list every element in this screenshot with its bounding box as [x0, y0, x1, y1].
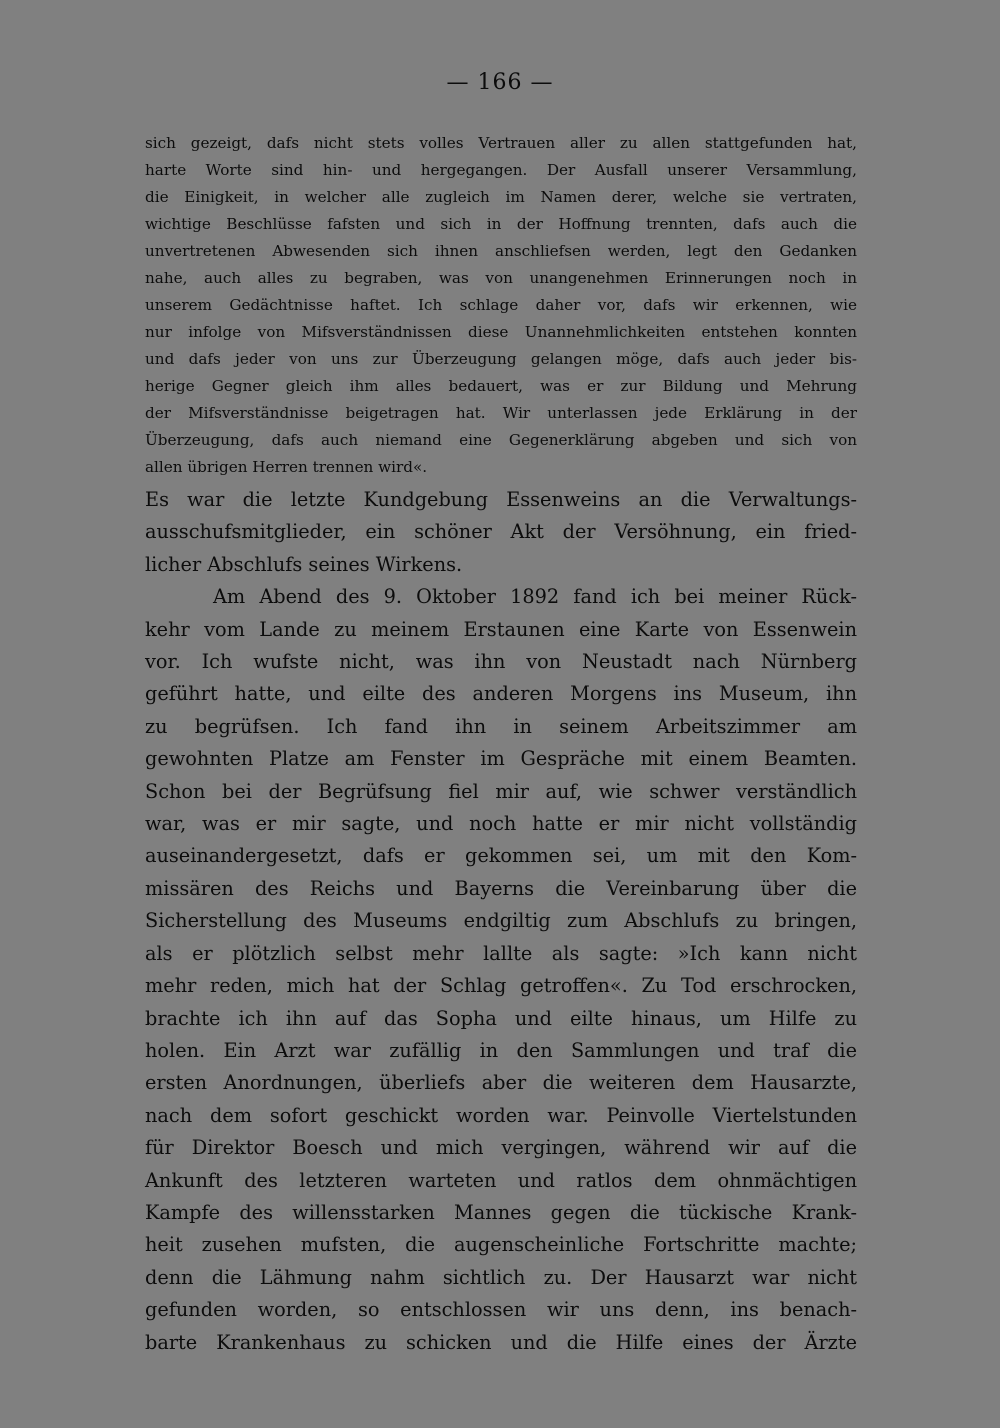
body-line: geführt hatte, und eilte des anderen Morgens ins Museum, ihn	[145, 682, 857, 706]
body-line: war, was er mir sagte, und noch hatte er mir nicht vollständig	[145, 812, 857, 836]
body-line: kehr vom Lande zu meinem Erstaunen eine Karte von Essenwein	[145, 617, 857, 641]
body-line: Es war die letzte Kundgebung Essenweins an die Verwaltungs-	[145, 488, 857, 511]
quote-line: Überzeugung, dafs auch niemand eine Gegenerklärung abgeben und sich von	[145, 431, 857, 449]
quote-line: unvertretenen Abwesenden sich ihnen anschliefsen werden, legt den Gedanken	[145, 242, 857, 260]
body-line: Schon bei der Begrüfsung fiel mir auf, wie schwer verständlich	[145, 779, 857, 803]
body-line: für Direktor Boesch und mich vergingen, während wir auf die	[145, 1136, 857, 1160]
body-line: licher Abschlufs seines Wirkens.	[145, 552, 463, 576]
body-line: heit zusehen mufsten, die augenscheinliche Fortschritte machte;	[145, 1233, 857, 1257]
body-line: denn die Lähmung nahm sichtlich zu. Der Hausarzt war nicht	[145, 1265, 857, 1289]
quote-line: nur infolge von Mifsverständnissen diese Unannehmlichkeiten entstehen konnten	[145, 323, 857, 341]
body-line: als er plötzlich selbst mehr lallte als sagte: »Ich kann nicht	[145, 941, 857, 965]
body-line: auseinandergesetzt, dafs er gekommen sei, um mit den Kom-	[145, 844, 857, 868]
body-line: nach dem sofort geschickt worden war. Peinvolle Viertelstunden	[145, 1103, 857, 1127]
body-line: Ankunft des letzteren warteten und ratlos dem ohnmächtigen	[145, 1168, 857, 1192]
body-line: zu begrüfsen. Ich fand ihn in seinem Arbeitszimmer am	[145, 714, 857, 738]
body-line: ersten Anordnungen, überliefs aber die weiteren dem Hausarzte,	[145, 1071, 857, 1095]
body-line: barte Krankenhaus zu schicken und die Hilfe eines der Ärzte	[145, 1330, 857, 1354]
body-line: Am Abend des 9. Oktober 1892 fand ich bei meiner Rück-	[213, 585, 857, 609]
quote-line: der Mifsverständnisse beigetragen hat. Wir unterlassen jede Erklärung in der	[145, 404, 857, 422]
quote-line: allen übrigen Herren trennen wird«.	[145, 458, 428, 476]
body-line: holen. Ein Arzt war zufällig in den Sammlungen und traf die	[145, 1038, 857, 1062]
body-text	[145, 484, 857, 1359]
quote-line: nahe, auch alles zu begraben, was von unangenehmen Erinnerungen noch in	[145, 269, 857, 287]
quote-line: herige Gegner gleich ihm alles bedauert, was er zur Bildung und Mehrung	[145, 377, 857, 395]
body-line: Sicherstellung des Museums endgiltig zum Abschlufs zu bringen,	[145, 909, 857, 933]
body-line: vor. Ich wufste nicht, was ihn von Neustadt nach Nürnberg	[145, 650, 857, 674]
quoted-speech-block	[145, 130, 857, 481]
body-line: gewohnten Platze am Fenster im Gespräche mit einem Beamten.	[145, 747, 857, 771]
page-number: — 166 —	[446, 70, 554, 95]
quote-line: sich gezeigt, dafs nicht stets volles Vertrauen aller zu allen stattgefunden hat,	[145, 134, 857, 152]
body-line: ausschufsmitglieder, ein schöner Akt der Versöhnung, ein fried-	[145, 520, 857, 544]
quote-line: wichtige Beschlüsse fafsten und sich in der Hoffnung trennten, dafs auch die	[145, 215, 857, 233]
body-line: Kampfe des willensstarken Mannes gegen die tückische Krank-	[145, 1200, 857, 1224]
body-line: gefunden worden, so entschlossen wir uns denn, ins benach-	[145, 1298, 857, 1322]
body-line: missären des Reichs und Bayerns die Vereinbarung über die	[145, 876, 857, 900]
quote-line: die Einigkeit, in welcher alle zugleich im Namen derer, welche sie vertraten,	[145, 188, 857, 206]
quote-line: unserem Gedächtnisse haftet. Ich schlage daher vor, dafs wir erkennen, wie	[145, 296, 857, 314]
quote-line: und dafs jeder von uns zur Überzeugung gelangen möge, dafs auch jeder bis-	[145, 350, 857, 368]
body-line: mehr reden, mich hat der Schlag getroffen«. Zu Tod erschrocken,	[145, 974, 857, 998]
quote-line: harte Worte sind hin- und hergegangen. Der Ausfall unserer Versammlung,	[145, 161, 857, 179]
body-line: brachte ich ihn auf das Sopha und eilte hinaus, um Hilfe zu	[145, 1006, 857, 1030]
